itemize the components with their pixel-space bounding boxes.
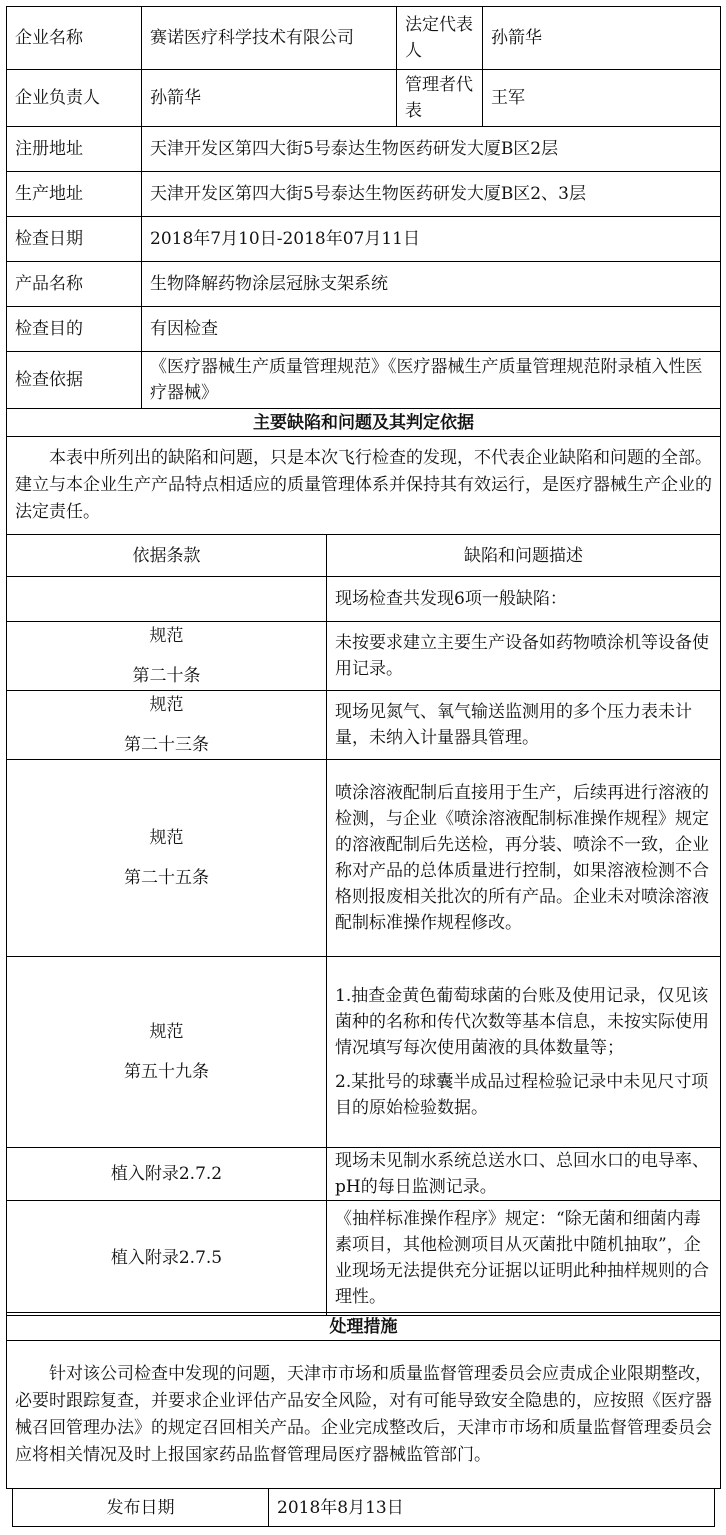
defect-clause <box>7 760 327 957</box>
defect-clause <box>7 1148 327 1201</box>
defect-clause-source: 规范 <box>149 695 184 715</box>
company-name-label: 企业名称 <box>7 7 142 70</box>
defect-description-text: 2.某批号的球囊半成品过程检验记录中未见尺寸项目的原始检验数据。 <box>335 1072 709 1118</box>
defect-description-text: 《抽样标准操作程序》规定：“除无菌和细菌内毒素项目，其他检测项目从灭菌批中随机抽取”，企业现场无法提供充分证据以证明此种抽样规则的合理性。 <box>335 1209 709 1307</box>
col-header-desc: 缺陷和问题描述 <box>327 535 721 577</box>
defect-row <box>7 622 721 691</box>
publish-date-label: 发布日期 <box>13 1489 269 1527</box>
defect-description <box>327 1148 721 1201</box>
defect-clause-source: 植入附录2.7.5 <box>110 1248 223 1268</box>
summary-clause-cell <box>7 577 327 622</box>
defect-clause-article: 第二十条 <box>132 666 201 686</box>
company-name-value: 赛诺医疗科学技术有限公司 <box>142 7 397 70</box>
defect-row <box>7 1148 721 1201</box>
reg-address-value: 天津开发区第四大街5号泰达生物医药研发大厦B区2层 <box>142 127 721 172</box>
defect-description-text: 喷涂溶液配制后直接用于生产，后续再进行溶液的检测，与企业《喷涂溶液配制标准操作规程》规定的溶液配制后先送检，再分装、喷涂不一致，企业称对产品的总体质量进行控制，如果溶液检测不合格则报废相关批次的所有产品。企业未对喷涂溶液配制标准操作规程修改。 <box>335 783 709 933</box>
defect-description <box>327 1201 721 1316</box>
defect-clause <box>7 691 327 760</box>
defects-heading: 主要缺陷和问题及其判定依据 <box>7 409 721 437</box>
inspect-date-value: 2018年7月10日-2018年07月11日 <box>142 217 721 262</box>
defect-description-text: 现场见氮气、氧气输送监测用的多个压力表未计量，未纳入计量器具管理。 <box>335 702 692 748</box>
defect-description <box>327 691 721 760</box>
defect-description <box>327 760 721 957</box>
defect-clause-source: 规范 <box>149 1022 184 1042</box>
prod-address-value: 天津开发区第四大街5号泰达生物医药研发大厦B区2、3层 <box>142 172 721 217</box>
mgmt-rep-label: 管理者代表 <box>397 70 483 127</box>
defects-intro: 本表中所列出的缺陷和问题，只是本次飞行检查的发现，不代表企业缺陷和问题的全部。建立与本企业生产产品特点相适应的质量管理体系并保持其有效运行，是医疗器械生产企业的法定责任。 <box>7 437 721 535</box>
defect-row <box>7 760 721 957</box>
defect-row <box>7 691 721 760</box>
measures-text: 针对该公司检查中发现的问题，天津市市场和质量监督管理委员会应责成企业限期整改，必要时跟踪复查，并要求企业评估产品安全风险，对有可能导致安全隐患的，应按照《医疗器械召回管理办法》的规定召回相关产品。企业完成整改后，天津市市场和质量监督管理委员会应将相关情况及时上报国家药品监督管理局医疗器械监管部门。 <box>7 1341 721 1489</box>
measures-table <box>6 1312 721 1489</box>
defects-summary: 现场检查共发现6项一般缺陷： <box>327 577 721 622</box>
defect-description <box>327 957 721 1148</box>
legal-rep-value: 孙箭华 <box>483 7 721 70</box>
company-info-table <box>6 6 721 409</box>
purpose-value: 有因检查 <box>142 307 721 352</box>
product-value: 生物降解药物涂层冠脉支架系统 <box>142 262 721 307</box>
basis-label: 检查依据 <box>7 352 142 409</box>
defect-clause-article: 第二十三条 <box>124 735 209 755</box>
product-label: 产品名称 <box>7 262 142 307</box>
defect-rows <box>7 622 721 1316</box>
defect-description-text: 1.抽查金黄色葡萄球菌的台账及使用记录，仅见该菌种的名称和传代次数等基本信息，未按实际使用情况填写每次使用菌液的具体数量等； <box>335 986 709 1058</box>
defect-clause <box>7 957 327 1148</box>
measures-heading: 处理措施 <box>7 1313 721 1341</box>
prod-address-label: 生产地址 <box>7 172 142 217</box>
reg-address-label: 注册地址 <box>7 127 142 172</box>
defect-row <box>7 1201 721 1316</box>
purpose-label: 检查目的 <box>7 307 142 352</box>
defect-description-text: 现场未见制水系统总送水口、总回水口的电导率、pH的每日监测记录。 <box>335 1151 709 1197</box>
mgmt-rep-value: 王军 <box>483 70 721 127</box>
col-header-basis: 依据条款 <box>7 535 327 577</box>
defect-clause-article: 第五十九条 <box>124 1062 209 1082</box>
basis-value: 《医疗器械生产质量管理规范》《医疗器械生产质量管理规范附录植入性医疗器械》 <box>142 352 721 409</box>
principal-value: 孙箭华 <box>142 70 397 127</box>
defect-clause-source: 植入附录2.7.2 <box>110 1164 223 1184</box>
defect-clause-article: 第二十五条 <box>124 868 209 888</box>
defect-clause-source: 规范 <box>149 828 184 848</box>
publish-date-value: 2018年8月13日 <box>269 1489 715 1527</box>
inspect-date-label: 检查日期 <box>7 217 142 262</box>
defect-description <box>327 622 721 691</box>
legal-rep-label: 法定代表人 <box>397 7 483 70</box>
defect-clause <box>7 622 327 691</box>
defect-row <box>7 957 721 1148</box>
publish-table <box>12 1488 715 1527</box>
defect-clause-source: 规范 <box>149 626 184 646</box>
principal-label: 企业负责人 <box>7 70 142 127</box>
defect-clause <box>7 1201 327 1316</box>
defects-table <box>6 408 721 1316</box>
defect-description-text: 未按要求建立主要生产设备如药物喷涂机等设备使用记录。 <box>335 633 709 679</box>
